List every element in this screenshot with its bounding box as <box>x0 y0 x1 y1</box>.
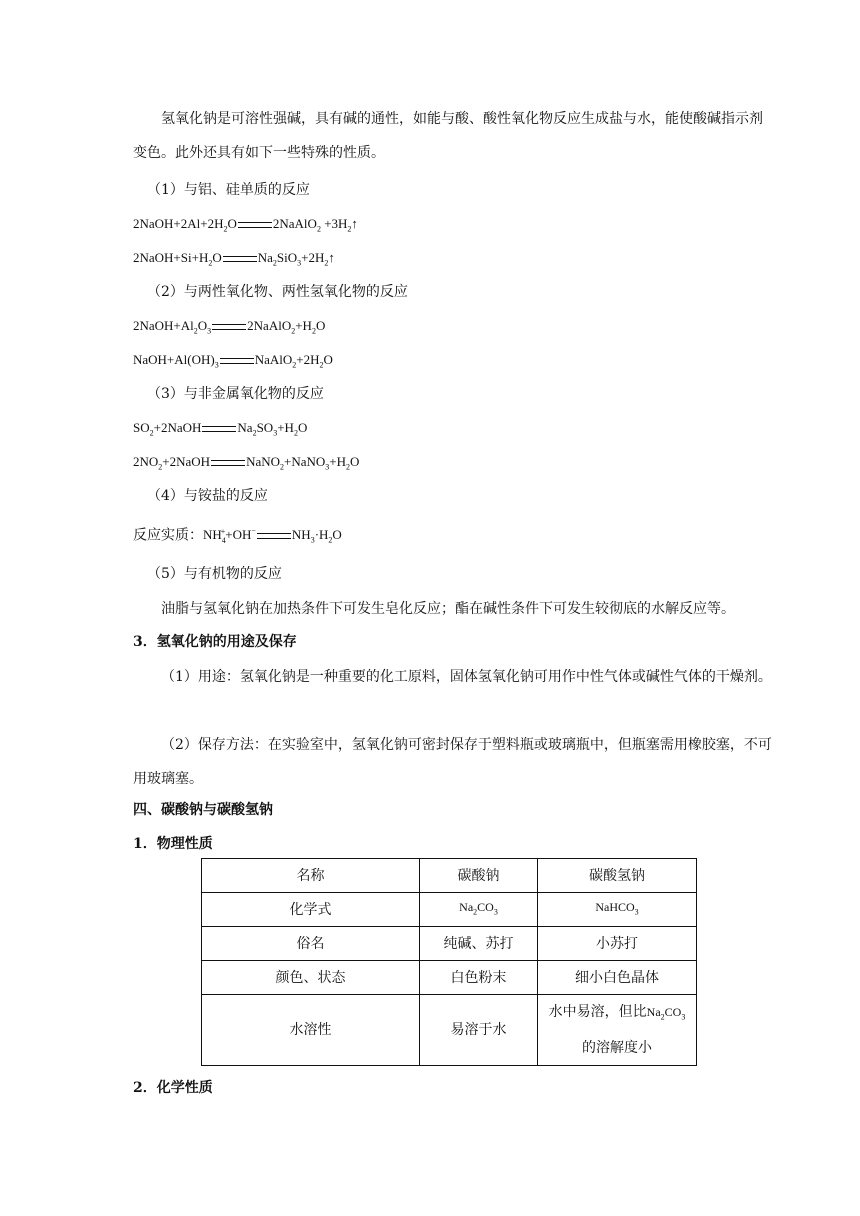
section-4-title: （4）与铵盐的反应 <box>147 488 268 504</box>
table-row <box>202 995 697 1066</box>
table-cell-formula: NaHCO$_3$ <box>538 893 697 927</box>
table-cell: 化学式 <box>202 893 420 927</box>
table-row <box>202 893 697 927</box>
heading-chemical: 2．化学性质 <box>133 1080 213 1096</box>
intro-paragraph: 氢氧化钠是可溶性强碱，具有碱的通性，如能与酸、酸性氧化物反应生成盐与水，能使酸碱指示剂变色。此外还具有如下一些特殊的性质。 <box>133 111 763 161</box>
equation-aloh3: $NaOH+Al(OH)_3$ $NaAlO_2+2H_2O$ <box>133 352 333 370</box>
table-cell: 水溶性 <box>202 995 420 1066</box>
section-1-title: （1）与铝、硅单质的反应 <box>147 182 310 198</box>
table-cell: 碳酸氢钠 <box>538 859 697 893</box>
heading-section-4: 四、碳酸钠与碳酸氢钠 <box>133 802 273 818</box>
table-cell: 白色粉末 <box>420 961 538 995</box>
table-row <box>202 961 697 995</box>
solubility-text-part2: 的溶解度小 <box>582 1039 652 1056</box>
table-cell: 纯碱、苏打 <box>420 927 538 961</box>
section-3-title: （3）与非金属氧化物的反应 <box>147 386 324 402</box>
heading-physical: 1．物理性质 <box>133 836 213 852</box>
equation-no2: $2NO_2+2NaOH$ $NaNO_2+NaNO_3+H_2O$ <box>133 454 360 472</box>
table-cell: 易溶于水 <box>420 995 538 1066</box>
properties-table <box>201 858 697 1066</box>
table-row <box>202 927 697 961</box>
ammonium-reaction: 反应实质：$NH_4^++OH^-$ $NH_3\cdot H_2O$ <box>133 527 342 545</box>
table-cell: 小苏打 <box>538 927 697 961</box>
section-2-title: （2）与两性氧化物、两性氢氧化物的反应 <box>147 284 408 300</box>
section-5-title: （5）与有机物的反应 <box>147 566 282 582</box>
solubility-text-part1: 水中易溶，但比 <box>548 1004 647 1021</box>
table-cell: 俗名 <box>202 927 420 961</box>
table-cell-formula: $Na_2CO_3$ <box>420 893 538 927</box>
use-paragraph: （1）用途：氢氧化钠是一种重要的化工原料，固体氢氧化钠可用作中性气体或碱性气体的干燥剂。 <box>161 669 772 685</box>
heading-naoh-use: 3．氢氧化钠的用途及保存 <box>133 634 297 650</box>
table-cell: 颜色、状态 <box>202 961 420 995</box>
table-cell: 细小白色晶体 <box>538 961 697 995</box>
table-cell: 名称 <box>202 859 420 893</box>
organic-paragraph: 油脂与氢氧化钠在加热条件下可发生皂化反应；酯在碱性条件下可发生较彻底的水解反应等。 <box>161 601 735 617</box>
table-cell: 碳酸钠 <box>420 859 538 893</box>
equation-al: $2NaOH+2Al+2H_2O$ 2NaAlO$_2$ $+3H_2↑$ <box>133 216 358 234</box>
storage-paragraph: （2）保存方法：在实验室中，氢氧化钠可密封保存于塑料瓶或玻璃瓶中，但瓶塞需用橡胶塞，不可用玻璃塞。 <box>133 737 772 787</box>
table-row <box>202 859 697 893</box>
equation-al2o3: $2NaOH+Al_2O_3$ $2NaAlO_2+H_2O$ <box>133 318 326 336</box>
equation-si: $2NaOH+Si+H_2O$ $Na_2SiO_3+2H_2↑$ <box>133 250 335 268</box>
equation-so2: $SO_2+2NaOH$ $Na_2SO_3+H_2O$ <box>133 420 308 438</box>
table-cell: 水中易溶，但比$Na_2CO_3$ 的溶解度小 <box>538 995 697 1066</box>
reaction-essence-label: 反应实质： <box>133 527 203 544</box>
